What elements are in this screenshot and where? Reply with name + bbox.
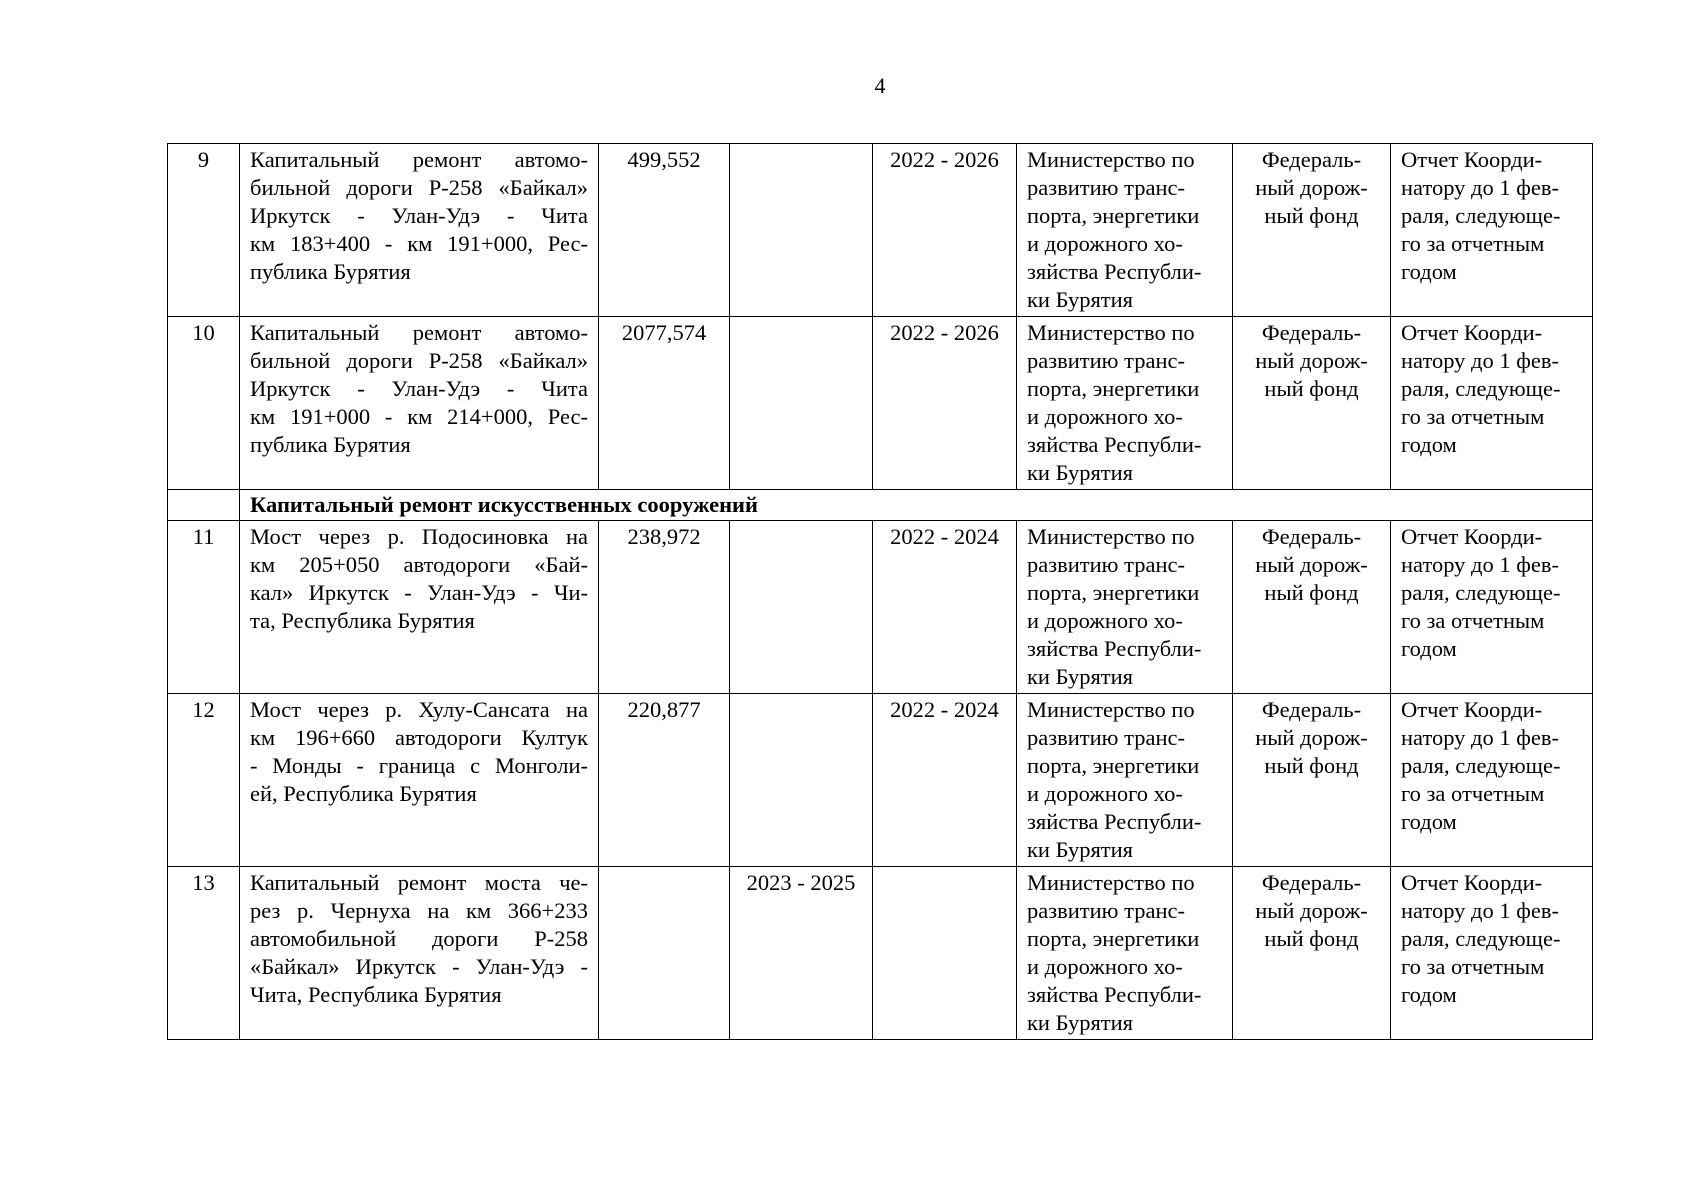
section-title-cell [240, 490, 1593, 521]
amount-value: 238,972 [599, 521, 730, 694]
executor-line: развитию транс- [1027, 725, 1185, 750]
report-line: натору до 1 фев- [1401, 348, 1559, 373]
report-line: раля, следующе- [1401, 580, 1561, 605]
executor-line: Министерство по [1027, 697, 1195, 722]
source-line: ный фонд [1264, 203, 1359, 228]
report-line: го за отчетным [1401, 231, 1545, 256]
source-line: Федераль- [1261, 870, 1362, 895]
period-a [730, 521, 873, 694]
name-line: Иркутск - Улан-Удэ - Чита [250, 376, 588, 401]
executor [1017, 694, 1233, 867]
section-num-cell [168, 490, 240, 521]
executor [1017, 144, 1233, 317]
object-name [240, 694, 599, 867]
report-form [1391, 144, 1593, 317]
executor [1017, 317, 1233, 490]
table-body-before-section [168, 144, 1593, 490]
row-number: 12 [168, 694, 240, 867]
report-line: годом [1401, 432, 1457, 457]
name-line: «Байкал» Иркутск - Улан-Удэ - [250, 954, 588, 979]
name-line: кал» Иркутск - Улан-Удэ - Чи- [250, 580, 588, 605]
name-line: рез р. Чернуха на км 366+233 [250, 898, 588, 923]
executor-line: зяйства Республи- [1027, 636, 1202, 661]
source-line: ный фонд [1264, 753, 1359, 778]
name-line: Капитальный ремонт автомо- [250, 320, 588, 345]
report-line: натору до 1 фев- [1401, 552, 1559, 577]
executor-line: ки Бурятия [1027, 1010, 1134, 1035]
report-line: годом [1401, 982, 1457, 1007]
row-number: 11 [168, 521, 240, 694]
report-line: Отчет Коорди- [1401, 870, 1543, 895]
report-form [1391, 317, 1593, 490]
page-number: 4 [874, 73, 886, 98]
row-number: 10 [168, 317, 240, 490]
report-form [1391, 521, 1593, 694]
name-line: Иркутск - Улан-Удэ - Чита [250, 203, 588, 228]
funding-source [1233, 521, 1391, 694]
funding-source [1233, 144, 1391, 317]
name-line: ей, Республика Бурятия [250, 781, 477, 806]
table-body-after-section [168, 521, 1593, 1040]
executor-line: порта, энергетики [1027, 753, 1200, 778]
period-a [730, 317, 873, 490]
report-line: раля, следующе- [1401, 926, 1561, 951]
report-line: натору до 1 фев- [1401, 175, 1559, 200]
object-name [240, 867, 599, 1040]
report-line: натору до 1 фев- [1401, 898, 1559, 923]
period-b: 2022 - 2024 [873, 694, 1017, 867]
executor-line: ки Бурятия [1027, 837, 1134, 862]
report-line: годом [1401, 636, 1457, 661]
source-line: ный дорож- [1255, 725, 1368, 750]
executor-line: и дорожного хо- [1027, 231, 1183, 256]
executor-line: Министерство по [1027, 870, 1195, 895]
name-line: та, Республика Бурятия [250, 608, 475, 633]
program-table [167, 143, 1593, 1040]
table-section [168, 490, 1593, 521]
report-line: го за отчетным [1401, 781, 1545, 806]
executor-line: развитию транс- [1027, 348, 1185, 373]
name-line: Мост через р. Хулу-Сансата на [250, 697, 588, 722]
executor-line: зяйства Республи- [1027, 809, 1202, 834]
executor-line: зяйства Республи- [1027, 982, 1202, 1007]
period-a [730, 144, 873, 317]
name-line: автомобильной дороги Р-258 [250, 926, 588, 951]
source-line: ный фонд [1264, 580, 1359, 605]
source-line: ный дорож- [1255, 898, 1368, 923]
period-a: 2023 - 2025 [730, 867, 873, 1040]
period-a [730, 694, 873, 867]
name-line: км 196+660 автодороги Култук [250, 725, 588, 750]
period-b: 2022 - 2026 [873, 144, 1017, 317]
table-row [168, 144, 1593, 317]
report-line: раля, следующе- [1401, 376, 1561, 401]
executor-line: ки Бурятия [1027, 287, 1134, 312]
executor-line: и дорожного хо- [1027, 404, 1183, 429]
report-form [1391, 867, 1593, 1040]
report-line: раля, следующе- [1401, 203, 1561, 228]
report-line: го за отчетным [1401, 608, 1545, 633]
executor-line: ки Бурятия [1027, 664, 1134, 689]
source-line: Федераль- [1261, 320, 1362, 345]
name-line: бильной дороги Р-258 «Байкал» [250, 348, 588, 373]
object-name [240, 317, 599, 490]
source-line: ный дорож- [1255, 348, 1368, 373]
executor-line: развитию транс- [1027, 175, 1185, 200]
name-line: км 191+000 - км 214+000, Рес- [250, 404, 588, 429]
amount-value [599, 867, 730, 1040]
row-number: 13 [168, 867, 240, 1040]
report-line: го за отчетным [1401, 954, 1545, 979]
name-line: Мост через р. Подосиновка на [250, 524, 588, 549]
executor-line: зяйства Республи- [1027, 259, 1202, 284]
executor-line: порта, энергетики [1027, 580, 1200, 605]
source-line: Федераль- [1261, 147, 1362, 172]
source-line: ный фонд [1264, 926, 1359, 951]
object-name [240, 144, 599, 317]
executor-line: порта, энергетики [1027, 926, 1200, 951]
report-line: годом [1401, 809, 1457, 834]
table-row [168, 317, 1593, 490]
report-line: годом [1401, 259, 1457, 284]
executor-line: зяйства Республи- [1027, 432, 1202, 457]
report-form [1391, 694, 1593, 867]
report-line: го за отчетным [1401, 404, 1545, 429]
section-row [168, 490, 1593, 521]
name-line: Капитальный ремонт моста че- [250, 870, 588, 895]
table-row [168, 521, 1593, 694]
section-title: Капитальный ремонт искусственных сооружений [250, 492, 758, 517]
source-line: Федераль- [1261, 697, 1362, 722]
table-row [168, 867, 1593, 1040]
executor-line: и дорожного хо- [1027, 781, 1183, 806]
report-line: натору до 1 фев- [1401, 725, 1559, 750]
name-line: км 183+400 - км 191+000, Рес- [250, 231, 588, 256]
report-line: раля, следующе- [1401, 753, 1561, 778]
name-line: км 205+050 автодороги «Бай- [250, 552, 588, 577]
funding-source [1233, 694, 1391, 867]
amount-value: 220,877 [599, 694, 730, 867]
executor-line: развитию транс- [1027, 552, 1185, 577]
period-b: 2022 - 2024 [873, 521, 1017, 694]
executor-line: Министерство по [1027, 524, 1195, 549]
name-line: бильной дороги Р-258 «Байкал» [250, 175, 588, 200]
funding-source [1233, 317, 1391, 490]
name-line: публика Бурятия [250, 432, 411, 457]
row-number: 9 [168, 144, 240, 317]
report-line: Отчет Коорди- [1401, 320, 1543, 345]
name-line: - Монды - граница с Монголи- [250, 753, 588, 778]
source-line: ный фонд [1264, 376, 1359, 401]
executor-line: Министерство по [1027, 320, 1195, 345]
report-line: Отчет Коорди- [1401, 697, 1543, 722]
executor-line: ки Бурятия [1027, 460, 1134, 485]
name-line: Чита, Республика Бурятия [250, 982, 502, 1007]
amount-value: 2077,574 [599, 317, 730, 490]
name-line: публика Бурятия [250, 259, 411, 284]
executor-line: порта, энергетики [1027, 203, 1200, 228]
source-line: ный дорож- [1255, 175, 1368, 200]
executor-line: порта, энергетики [1027, 376, 1200, 401]
amount-value: 499,552 [599, 144, 730, 317]
object-name [240, 521, 599, 694]
table-row [168, 694, 1593, 867]
period-b: 2022 - 2026 [873, 317, 1017, 490]
funding-source [1233, 867, 1391, 1040]
report-line: Отчет Коорди- [1401, 524, 1543, 549]
executor-line: и дорожного хо- [1027, 954, 1183, 979]
source-line: ный дорож- [1255, 552, 1368, 577]
executor [1017, 867, 1233, 1040]
executor [1017, 521, 1233, 694]
name-line: Капитальный ремонт автомо- [250, 147, 588, 172]
period-b [873, 867, 1017, 1040]
executor-line: Министерство по [1027, 147, 1195, 172]
executor-line: развитию транс- [1027, 898, 1185, 923]
source-line: Федераль- [1261, 524, 1362, 549]
executor-line: и дорожного хо- [1027, 608, 1183, 633]
report-line: Отчет Коорди- [1401, 147, 1543, 172]
